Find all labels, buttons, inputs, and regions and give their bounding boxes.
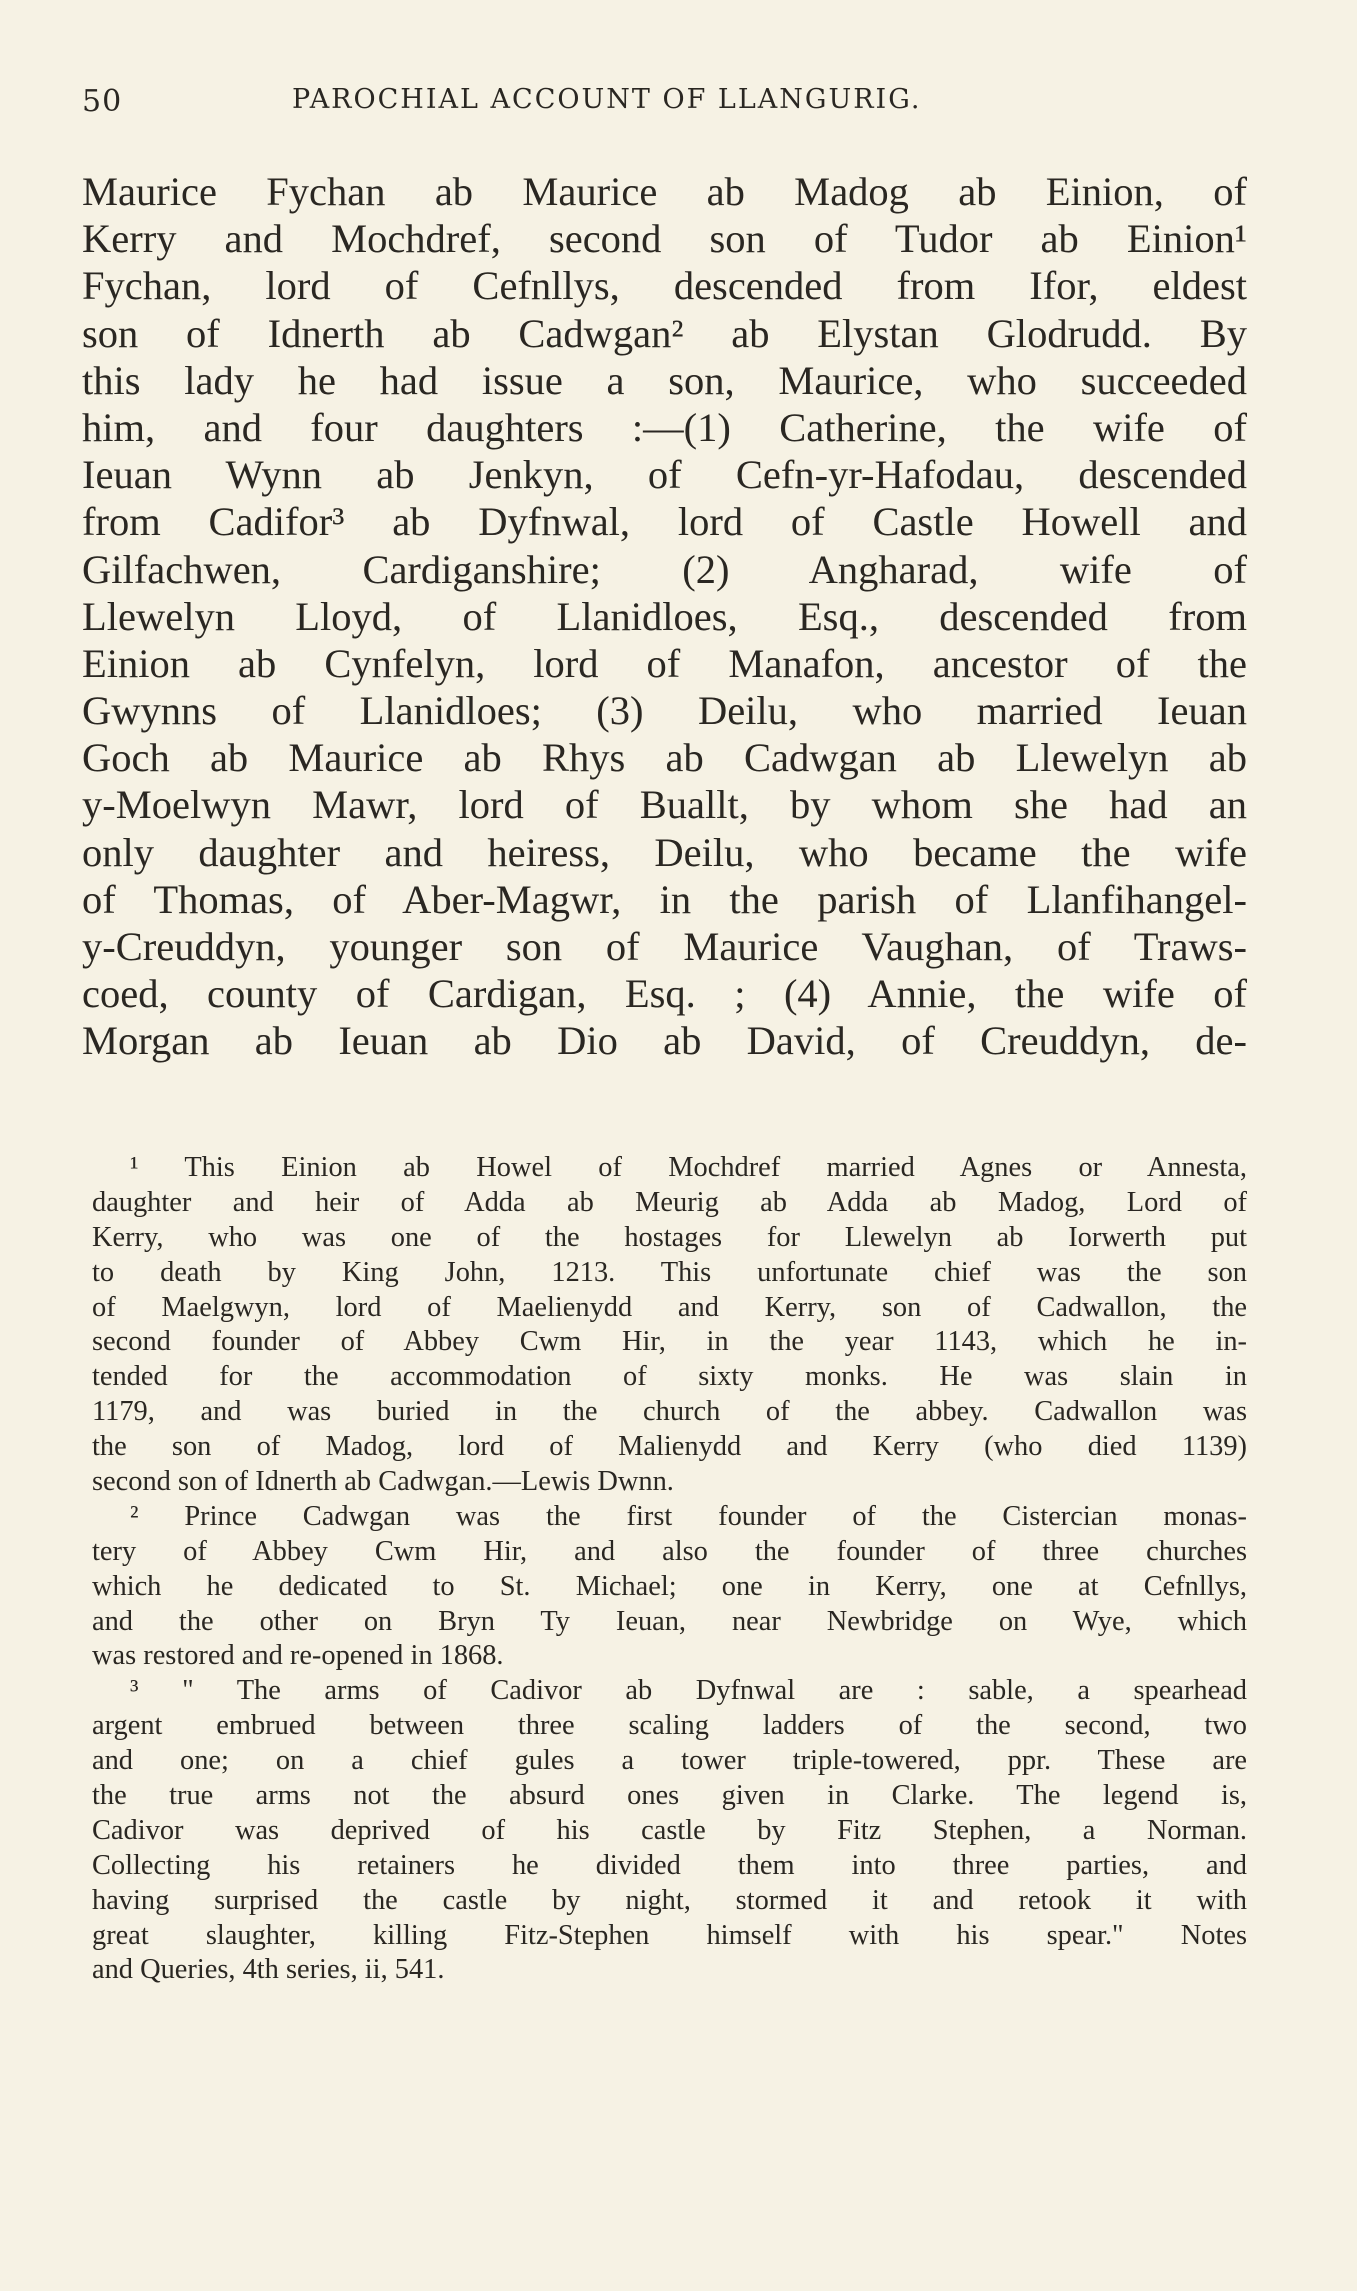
main-text	[82, 168, 1247, 1065]
footnote-line: daughter and heir of Adda ab Meurig ab Adda ab Madog, Lord of	[92, 1186, 1247, 1218]
text-line: Maurice Fychan ab Maurice ab Madog ab Einion, of	[82, 169, 1247, 214]
text-line: coed, county of Cardigan, Esq. ; (4) Annie, the wife of	[82, 971, 1247, 1017]
text-line: Kerry and Mochdref, second son of Tudor ab Einion¹	[82, 216, 1247, 262]
footnote-line: tended for the accommodation of sixty monks. He was slain in	[92, 1361, 1247, 1393]
footnote-line: and one; on a chief gules a tower triple-towered, ppr. These are	[92, 1745, 1247, 1777]
text-line: Goch ab Maurice ab Rhys ab Cadwgan ab Llewelyn ab	[82, 735, 1247, 781]
footnote-line: was restored and re-opened in 1868.	[92, 1640, 504, 1672]
footnote-line: 1179, and was buried in the church of the abbey. Cadwallon was	[92, 1396, 1247, 1428]
footnotes	[92, 1151, 1247, 1988]
text-line: only daughter and heiress, Deilu, who became the wife	[82, 829, 1247, 875]
footnote-line: the son of Madog, lord of Malienydd and Kerry (who died 1139)	[92, 1431, 1247, 1463]
footnote-line: second founder of Abbey Cwm Hir, in the year 1143, which he in-	[92, 1326, 1247, 1358]
footnote-line: ¹ This Einion ab Howel of Mochdref married Agnes or Annesta,	[130, 1152, 1247, 1183]
text-line: him, and four daughters :—(1) Catherine, the wife of	[82, 404, 1247, 450]
footnote-line: having surprised the castle by night, stormed it and retook it with	[92, 1884, 1247, 1916]
text-line: Gilfachwen, Cardiganshire; (2) Angharad, wife of	[82, 546, 1247, 592]
footnote-line: which he dedicated to St. Michael; one in Kerry, one at Cefnllys,	[92, 1570, 1247, 1602]
footnote-line: second son of Idnerth ab Cadwgan.—Lewis Dwnn.	[92, 1466, 674, 1498]
page-number: 50	[82, 84, 123, 119]
text-line: Gwynns of Llanidloes; (3) Deilu, who married Ieuan	[82, 688, 1247, 734]
text-line: Morgan ab Ieuan ab Dio ab David, of Creuddyn, de-	[82, 1018, 1247, 1064]
footnote-line: Cadivor was deprived of his castle by Fitz Stephen, a Norman.	[92, 1814, 1247, 1846]
text-line: Fychan, lord of Cefnllys, descended from Ifor, eldest	[82, 263, 1247, 309]
footnote-line: the true arms not the absurd ones given in Clarke. The legend is,	[92, 1780, 1247, 1812]
text-line: Ieuan Wynn ab Jenkyn, of Cefn-yr-Hafodau, descended	[82, 452, 1247, 498]
footnote-line: to death by King John, 1213. This unfortunate chief was the son	[92, 1256, 1247, 1288]
text-line: Llewelyn Lloyd, of Llanidloes, Esq., descended from	[82, 593, 1247, 639]
text-line: this lady he had issue a son, Maurice, who succeeded	[82, 357, 1247, 403]
text-line: son of Idnerth ab Cadwgan² ab Elystan Glodrudd. By	[82, 310, 1247, 356]
footnote-line: of Maelgwyn, lord of Maelienydd and Kerry, son of Cadwallon, the	[92, 1291, 1247, 1323]
footnote-line: ² Prince Cadwgan was the first founder of the Cistercian monas-	[130, 1500, 1247, 1532]
text-line: y-Creuddyn, younger son of Maurice Vaughan, of Traws-	[82, 924, 1247, 969]
footnote-line: great slaughter, killing Fitz-Stephen himself with his spear." Notes	[92, 1919, 1247, 1951]
footnote-line: Kerry, who was one of the hostages for Llewelyn ab Iorwerth put	[92, 1221, 1247, 1253]
footnote-line: argent embrued between three scaling ladders of the second, two	[92, 1710, 1247, 1742]
footnote-line: and the other on Bryn Ty Ieuan, near Newbridge on Wye, which	[92, 1605, 1247, 1637]
footnote-line: tery of Abbey Cwm Hir, and also the founder of three churches	[92, 1535, 1247, 1567]
running-title: PAROCHIAL ACCOUNT OF LLANGURIG.	[292, 84, 922, 115]
text-line: y-Moelwyn Mawr, lord of Buallt, by whom she had an	[82, 782, 1247, 828]
footnote-line: Collecting his retainers he divided them into three parties, and	[92, 1849, 1247, 1881]
footnote-line: ³ " The arms of Cadivor ab Dyfnwal are : sable, a spearhead	[130, 1675, 1247, 1707]
text-line: of Thomas, of Aber-Magwr, in the parish of Llanfihangel-	[82, 876, 1247, 922]
text-line: Einion ab Cynfelyn, lord of Manafon, ancestor of the	[82, 640, 1247, 686]
page-header	[82, 84, 1302, 124]
text-line: from Cadifor³ ab Dyfnwal, lord of Castle Howell and	[82, 499, 1247, 545]
footnote-line: and Queries, 4th series, ii, 541.	[92, 1954, 445, 1986]
